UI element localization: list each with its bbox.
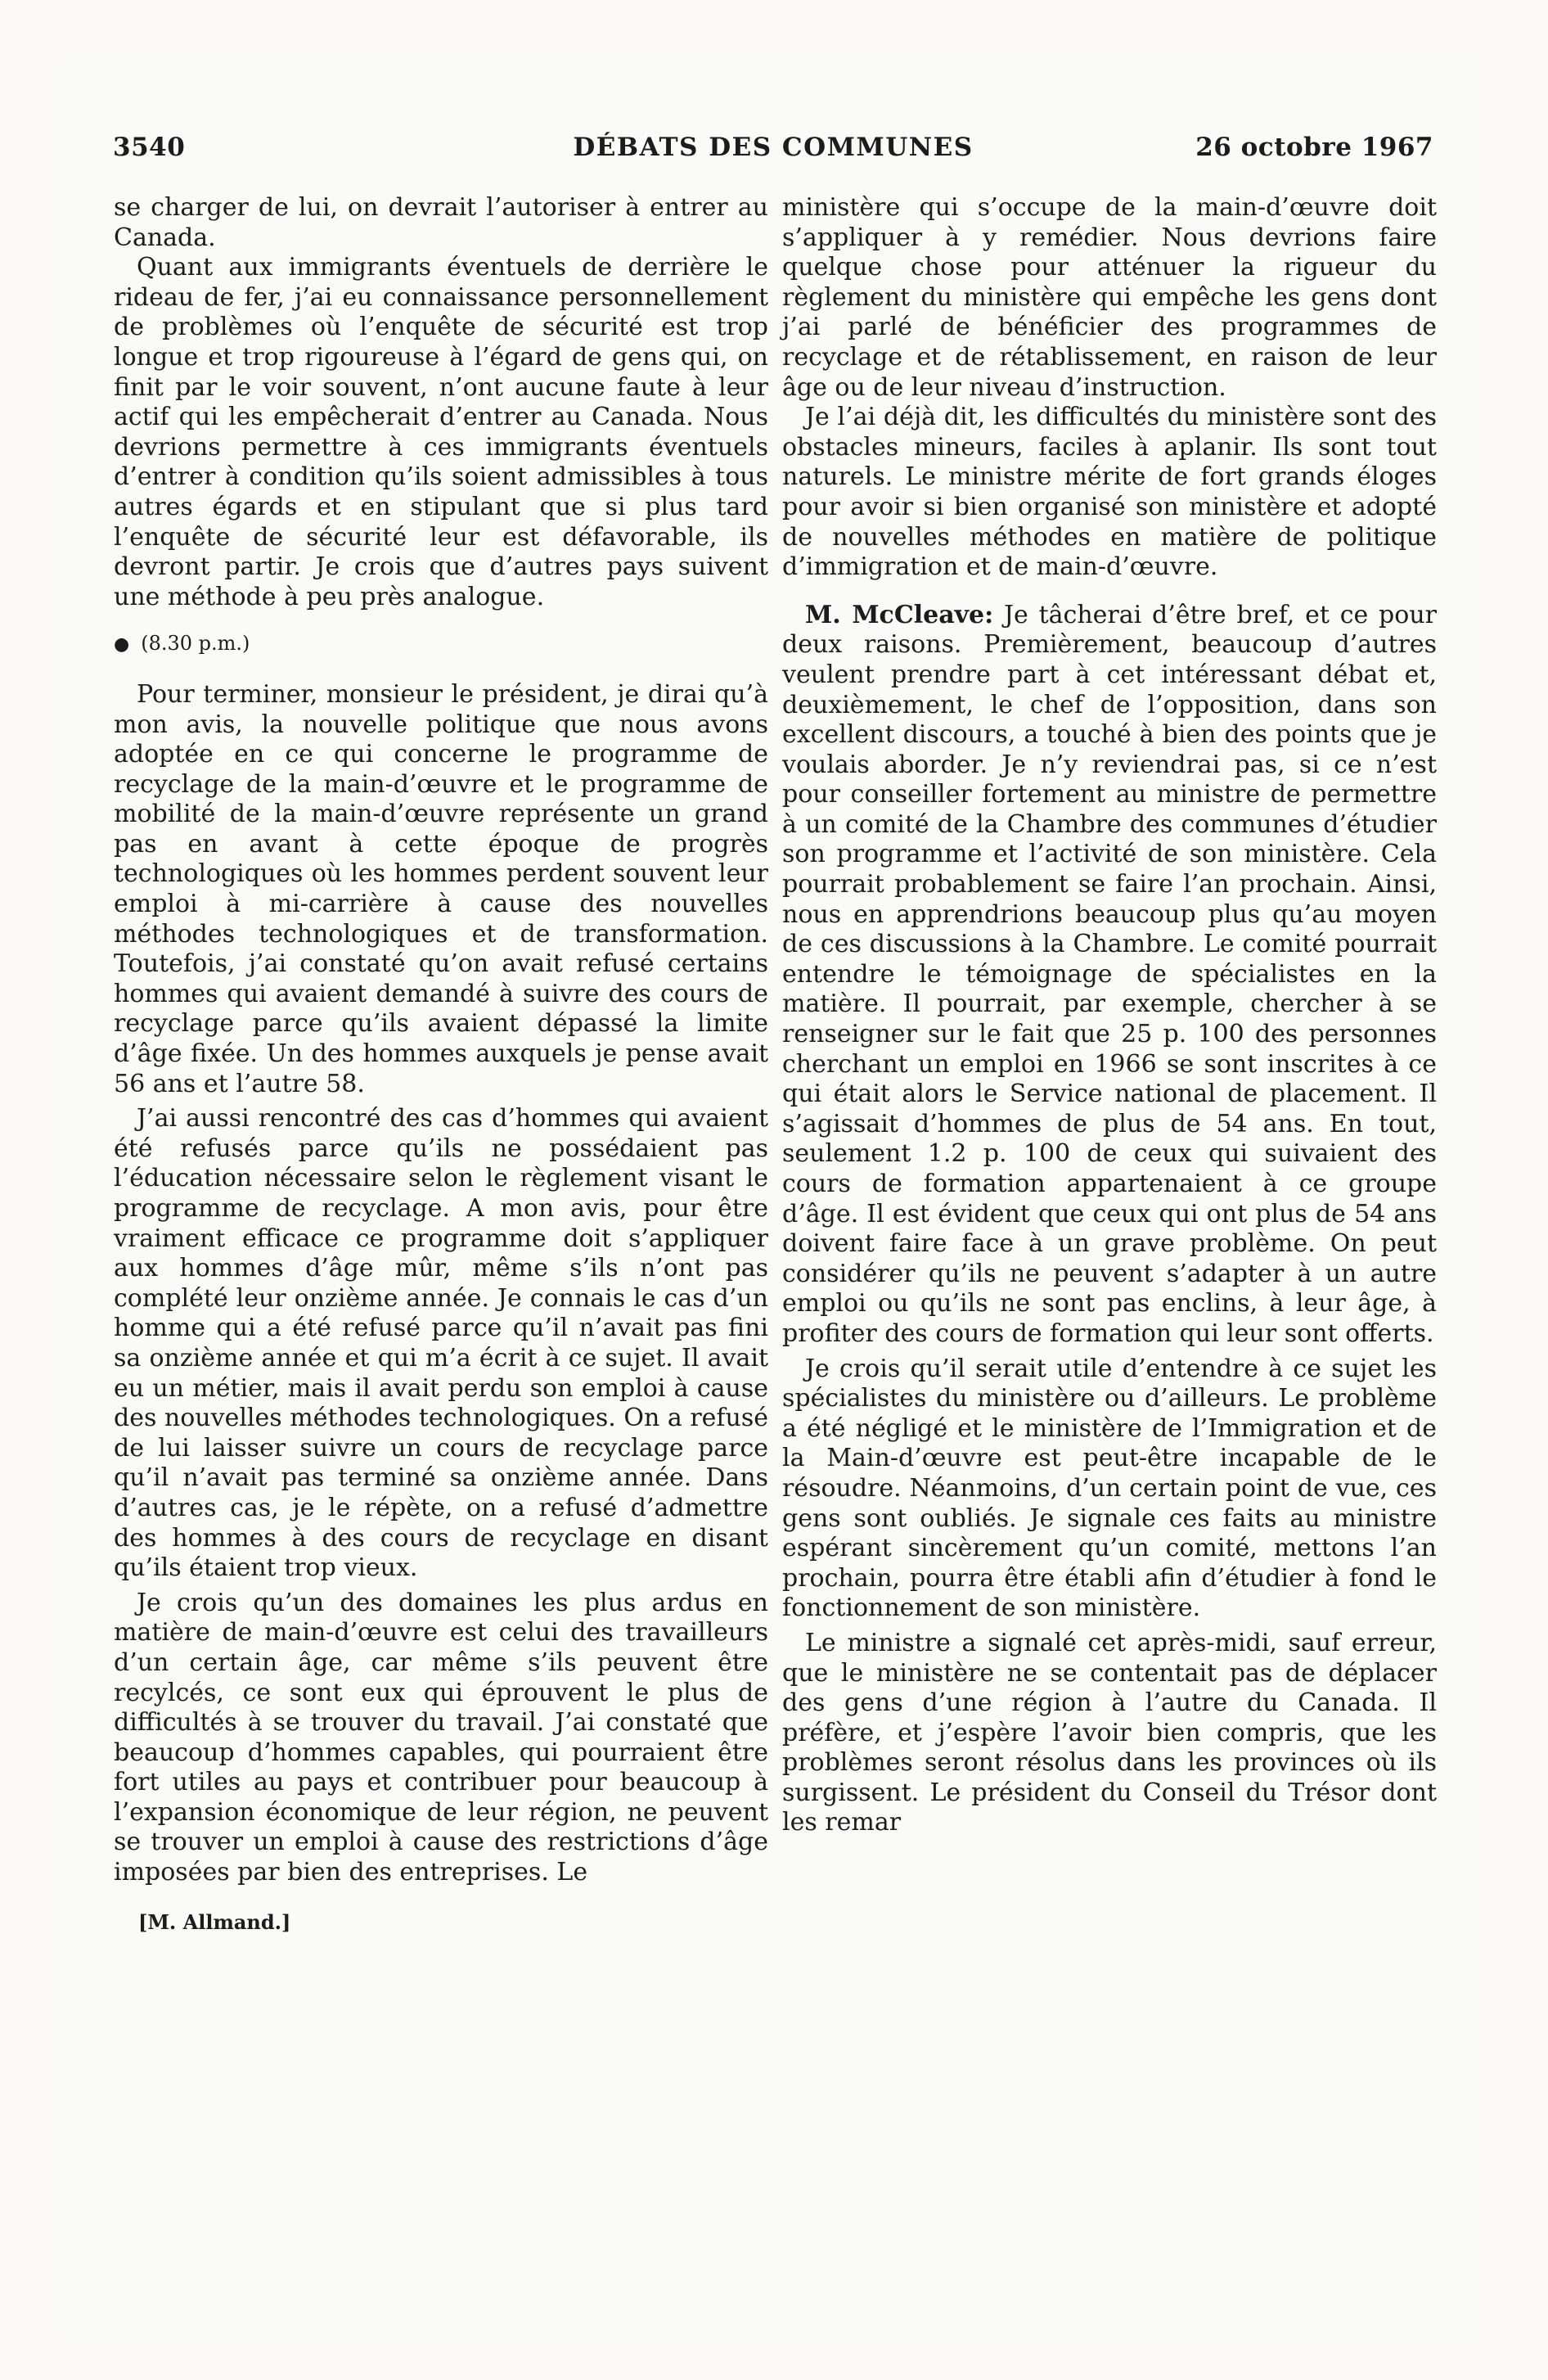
paragraph: Pour terminer, monsieur le président, je dirai qu’à mon avis, la nouvelle politique que nous avons adoptée en ce qui concerne le programme de recyclage de la main-d’œuvre et le programme de mobilité de la main-d’œuvre représente un grand pas en avant à cette époque de progrès technologiques où les hommes perdent souvent leur emploi à mi-carrière à cause des nouvelles méthodes technologiques et de transformation. Toutefois, j’ai constaté qu’on avait refusé certains hommes qui avaient demandé à suivre des cours de recyclage parce qu’ils avaient dépassé la limite d’âge fixée. Un des hommes auxquels je pense avait 56 ans et l’autre 58. xyxy=(114,679,768,1098)
paragraph: Je l’ai déjà dit, les difficultés du ministère sont des obstacles mineurs, faciles à aplanir. Ils sont tout naturels. Le ministre mérite de fort grands éloges pour avoir si bien organisé son ministère et adopté de nouvelles méthodes en matière de politique d’immigration et de main-d’œuvre. xyxy=(782,403,1437,582)
page-header xyxy=(113,133,1433,169)
left-column xyxy=(114,193,768,1937)
speech-text: Je tâcherai d’être bref, et ce pour deux raisons. Premièrement, beaucoup d’autres veulent prendre part à cet intéressant débat et, deuxièmement, le chef de l’opposition, dans son excellent discours, a touché à bien des points que je voulais aborder. Je n’y reviendrai pas, si ce n’est pour conseiller fortement au ministre de permettre à un comité de la Chambre des communes d’étudier son programme et l’activité de son ministère. Cela pourrait probablement se faire l’an prochain. Ainsi, nous en apprendrions beaucoup plus qu’au moyen de ces discussions à la Chambre. Le comité pourrait entendre le témoignage de spécialistes en la matière. Il pourrait, par exemple, chercher à se renseigner sur le fait que 25 p. 100 des personnes cherchant un emploi en 1966 se sont inscrites à ce qui était alors le Service national de placement. Il s’agissait d’hommes de plus de 54 ans. En tout, seulement 1.2 p. 100 de ceux qui suivaient des cours de formation appartenaient à ce groupe d’âge. Il est évident que ceux qui ont plus de 54 ans doivent faire face à un grave problème. On peut considérer qu’ils ne peuvent s’adapter à un autre emploi ou qu’ils ne sont pas enclins, à leur âge, à profiter des cours de formation qui leur sont offerts. xyxy=(782,600,1437,1348)
timestamp-text: (8.30 p.m.) xyxy=(141,632,250,656)
paragraph: Le ministre a signalé cet après-midi, sauf erreur, que le ministère ne se contentait pas de déplacer des gens d’une région à l’autre du Canada. Il préfère, et j’espère l’avoir bien compris, que les problèmes seront résolus dans les provinces où ils surgissent. Le président du Conseil du Trésor dont les remar xyxy=(782,1628,1437,1837)
timestamp xyxy=(114,629,768,660)
paragraph: Je crois qu’il serait utile d’entendre à ce sujet les spécialistes du ministère ou d’ailleurs. Le problème a été négligé et le ministère de l’Immigration et de la Main-d’œuvre est peut-être incapable de le résoudre. Néanmoins, d’un certain point de vue, ces gens sont oubliés. Je signale ces faits au ministre espérant sincèrement qu’un comité, mettons l’an prochain, pourra être établi afin d’étudier à fond le fonctionnement de son ministère. xyxy=(782,1354,1437,1623)
publication-date: 26 octobre 1967 xyxy=(1195,133,1433,162)
paragraph xyxy=(782,601,1437,1350)
bullet-icon: ● xyxy=(114,634,130,656)
speaker-tag: [M. Allmand.] xyxy=(138,1909,291,1934)
page-number: 3540 xyxy=(113,133,186,162)
paragraph: ministère qui s’occupe de la main-d’œuvre doit s’appliquer à y remédier. Nous devrions faire quelque chose pour atténuer la rigueur du règlement du ministère qui empêche les gens dont j’ai parlé de bénéficier des programmes de recyclage et de rétablissement, en raison de leur âge ou de leur niveau d’instruction. xyxy=(782,193,1437,402)
paragraph: Quant aux immigrants éventuels de derrière le rideau de fer, j’ai eu connaissance personnellement de problèmes où l’enquête de sécurité est trop longue et trop rigoureuse à l’égard de gens qui, on finit par le voir souvent, n’ont aucune faute à leur actif qui les empêcherait d’entrer au Canada. Nous devrions permettre à ces immigrants éventuels d’entrer à condition qu’ils soient admissibles à tous autres égards et en stipulant que si plus tard l’enquête de sécurité leur est défavorable, ils devront partir. Je crois que d’autres pays suivent une méthode à peu près analogue. xyxy=(114,253,768,611)
right-column xyxy=(782,193,1437,1843)
publication-title: DÉBATS DES COMMUNES xyxy=(573,133,974,162)
paragraph: J’ai aussi rencontré des cas d’hommes qui avaient été refusés parce qu’ils ne possédaient pas l’éducation nécessaire selon le règlement visant le programme de recyclage. A mon avis, pour être vraiment efficace ce programme doit s’appliquer aux hommes d’âge mûr, même s’ils n’ont pas complété leur onzième année. Je connais le cas d’un homme qui a été refusé parce qu’il n’avait pas fini sa onzième année et qui m’a écrit à ce sujet. Il avait eu un métier, mais il avait perdu son emploi à cause des nouvelles méthodes technologiques. On a refusé de lui laisser suivre un cours de recyclage parce qu’il n’avait pas terminé sa onzième année. Dans d’autres cas, je le répète, on a refusé d’admettre des hommes à des cours de recyclage en disant qu’ils étaient trop vieux. xyxy=(114,1104,768,1583)
paragraph: se charger de lui, on devrait l’autoriser à entrer au Canada. xyxy=(114,193,768,252)
paragraph: Je crois qu’un des domaines les plus ardus en matière de main-d’œuvre est celui des travailleurs d’un certain âge, car même s’ils peuvent être recylcés, ce sont eux qui éprouvent le plus de difficultés à se trouver du travail. J’ai constaté que beaucoup d’hommes capables, qui pourraient être fort utiles au pays et contribuer pour beaucoup à l’expansion économique de leur région, ne peuvent se trouver un emploi à cause des restrictions d’âge imposées par bien des entreprises. Le xyxy=(114,1588,768,1887)
speaker-name: M. McCleave: xyxy=(805,600,994,629)
